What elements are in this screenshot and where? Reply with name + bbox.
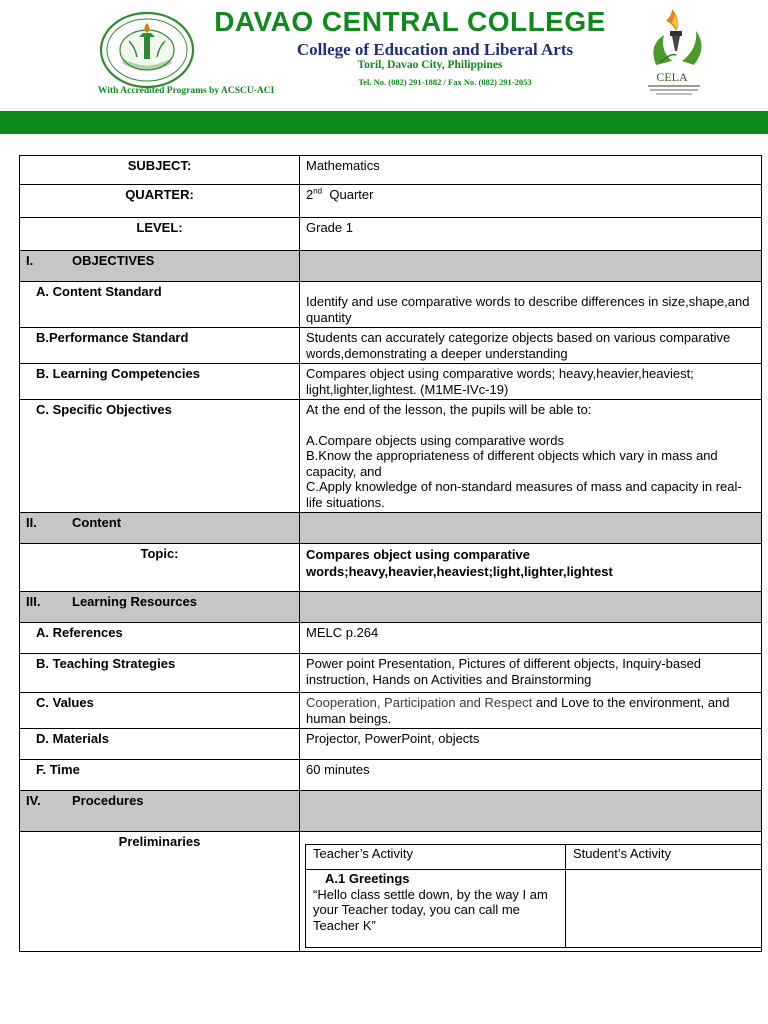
section-heading (20, 592, 300, 623)
student-activity-header: Student’s Activity (566, 845, 762, 870)
level-label: LEVEL: (20, 218, 300, 251)
accreditation-note: With Accredited Programs by ACSCU-ACI (98, 86, 275, 96)
section-blank (300, 513, 762, 544)
table-row (20, 282, 762, 328)
table-row (20, 544, 762, 592)
section-blank (300, 791, 762, 832)
values-highlight: Cooperation, Participation and Respect (306, 695, 533, 710)
cela-logo (642, 5, 716, 97)
values-rest: and Love to the environment, and human beings. (306, 695, 730, 726)
competencies-label: B. Learning Competencies (20, 364, 300, 400)
content-standard-label: A. Content Standard (20, 282, 300, 328)
section-number: IV. (26, 793, 41, 808)
strategies-value: Power point Presentation, Pictures of different objects, Inquiry-based instruction, Hands on Activities and Brainstorming (300, 654, 762, 693)
subject-value: Mathematics (300, 156, 762, 185)
section-blank (300, 592, 762, 623)
time-value: 60 minutes (300, 760, 762, 791)
table-row (20, 832, 762, 952)
topic-label: Topic: (20, 544, 300, 592)
activity-header-row (306, 845, 762, 870)
subject-label: SUBJECT: (20, 156, 300, 185)
materials-value: Projector, PowerPoint, objects (300, 729, 762, 760)
section-title: Content (72, 515, 122, 530)
college-address: Toril, Davao City, Philippines (357, 59, 503, 71)
college-department: College of Education and Liberal Arts (296, 40, 574, 59)
materials-label: D. Materials (20, 729, 300, 760)
lesson-plan-table (19, 155, 762, 952)
specific-objectives-label: C. Specific Objectives (20, 400, 300, 513)
objective-item: C.Apply knowledge of non-standard measures of mass and capacity in real-life situations. (306, 479, 742, 510)
time-label: F. Time (20, 760, 300, 791)
table-row (20, 760, 762, 791)
section-row-content (20, 513, 762, 544)
quarter-ordinal: nd (313, 186, 323, 196)
college-contact: Tel. No. (082) 291-1882 / Fax No. (082) 291-2053 (358, 77, 532, 87)
preliminaries-label: Preliminaries (20, 832, 300, 952)
activity-row (306, 870, 762, 948)
values-label: C. Values (20, 693, 300, 729)
greetings-title: A.1 Greetings (325, 871, 410, 886)
table-row (20, 693, 762, 729)
table-row (20, 185, 762, 218)
activity-table (305, 844, 762, 948)
cela-acronym: CELA (656, 70, 688, 84)
references-label: A. References (20, 623, 300, 654)
quarter-word: Quarter (329, 187, 374, 202)
section-title: Procedures (72, 793, 144, 808)
table-row (20, 218, 762, 251)
activities-cell (300, 832, 762, 952)
teacher-activity-cell (306, 870, 566, 948)
section-heading (20, 513, 300, 544)
teacher-activity-header: Teacher’s Activity (306, 845, 566, 870)
values-value (300, 693, 762, 729)
content-standard-value: Identify and use comparative words to describe differences in size,shape,and quantity (300, 282, 762, 328)
quarter-label: QUARTER: (20, 185, 300, 218)
quarter-value (300, 185, 762, 218)
references-value: MELC p.264 (300, 623, 762, 654)
header-green-band (0, 111, 768, 134)
section-number: III. (26, 594, 41, 609)
section-heading (20, 251, 300, 282)
table-row (20, 623, 762, 654)
objective-item: B.Know the appropriateness of different objects which vary in mass and capacity, and (306, 448, 718, 479)
section-row-resources (20, 592, 762, 623)
section-title: OBJECTIVES (72, 253, 155, 268)
student-activity-cell (566, 870, 762, 948)
college-name: DAVAO CENTRAL COLLEGE (214, 6, 606, 37)
table-row (20, 328, 762, 364)
performance-standard-value: Students can accurately categorize objects based on various comparative words,demonstrating a deeper understanding (300, 328, 762, 364)
section-row-objectives (20, 251, 762, 282)
greetings-text: “Hello class settle down, by the way I am your Teacher today, you can call me Teacher K” (313, 886, 548, 933)
table-row (20, 364, 762, 400)
section-row-procedures (20, 791, 762, 832)
table-row (20, 729, 762, 760)
quarter-number: 2 (306, 187, 314, 202)
level-value: Grade 1 (300, 218, 762, 251)
section-blank (300, 251, 762, 282)
table-row (20, 654, 762, 693)
topic-value: Compares object using comparative words;heavy,heavier,heaviest;light,lighter,lightest (300, 544, 762, 592)
performance-standard-label: B.Performance Standard (20, 328, 300, 364)
section-number: II. (26, 515, 37, 530)
specific-intro: At the end of the lesson, the pupils will be able to: (306, 402, 592, 417)
section-number: I. (26, 253, 34, 268)
objective-item: A.Compare objects using comparative words (306, 432, 564, 448)
college-seal-logo (99, 11, 195, 89)
section-title: Learning Resources (72, 594, 197, 609)
section-heading (20, 791, 300, 832)
competencies-value: Compares object using comparative words; heavy,heavier,heaviest; light,lighter,lightest. (M1ME-IVc-19) (300, 364, 762, 400)
strategies-label: B. Teaching Strategies (20, 654, 300, 693)
table-row (20, 400, 762, 513)
table-row (20, 156, 762, 185)
specific-objectives-value (300, 400, 762, 513)
